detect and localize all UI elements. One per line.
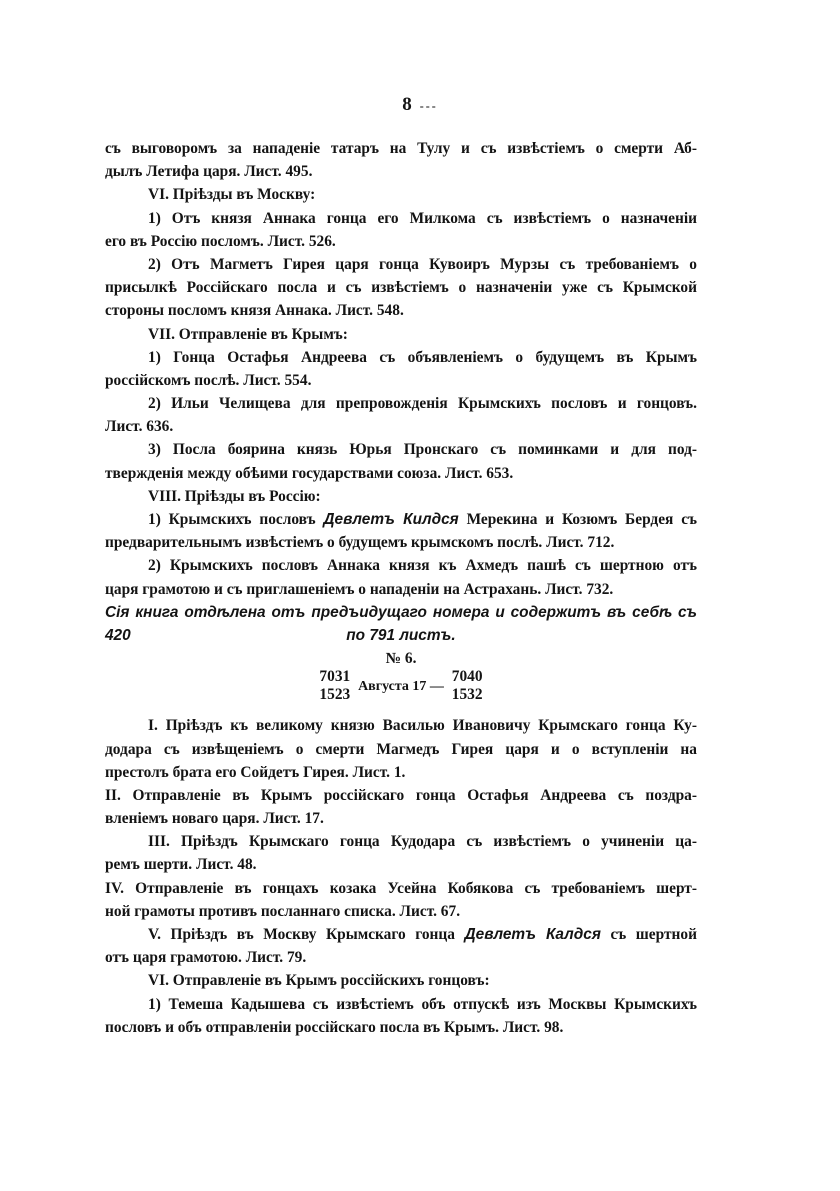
text-line: ной грамоты противъ посланнаго списка. Лист. 67. [105, 902, 461, 920]
page-number-dash: --- [419, 99, 438, 113]
text-line: 2) Отъ Магметъ Гирея царя гонца Кувоиръ Мурзы съ требованіемъ о [148, 255, 697, 273]
text-line: II. Отправленіе въ Крымъ россійскаго гонца Остафья Андреева съ поздра- [105, 786, 697, 804]
end-year-fraction [452, 668, 483, 704]
text-line: 1) Гонца Остафья Андреева съ объявленіемъ о будущемъ въ Крымъ [148, 348, 697, 366]
text-line: присылкѣ Россійскаго посла и съ извѣстіемъ о назначеніи уже съ Крымской [105, 279, 697, 297]
text-line: вленіемъ новаго царя. Лист. 17. [105, 810, 324, 828]
text-line: VIII. Пріѣзды въ Россію: [148, 487, 321, 505]
start-year-new: 1523 [319, 686, 351, 704]
text-segment: V. Пріѣздъ въ Москву Крымскаго гонца [148, 926, 465, 943]
date-range [105, 668, 697, 714]
text-line: престолъ брата его Сойдетъ Гирея. Лист. 1. [105, 763, 406, 781]
text-line: VI. Пріѣзды въ Москву: [148, 186, 316, 204]
text-line: I. Пріѣздъ къ великому князю Василью Ивановичу Крымскаго гонца Ку- [148, 717, 697, 735]
text-line [105, 508, 697, 531]
text-line: предварительнымъ извѣстіемъ о будущемъ крымскомъ послѣ. Лист. 712. [105, 534, 615, 552]
end-year-new: 1532 [451, 686, 483, 704]
date-middle: Августа 17 — [358, 678, 444, 694]
text-line: 1) Отъ князя Аннака гонца его Милкома съ извѣстіемъ о назначеніи [148, 209, 697, 227]
document-body [105, 137, 697, 1039]
text-segment: Мерекина и Козюмъ Бердея съ [466, 511, 698, 528]
start-year-old: 7031 [319, 668, 351, 686]
text-line: № 6. [385, 650, 417, 668]
italic-name: Девлетъ Калдся [464, 926, 601, 943]
text-line: додара съ извѣщеніемъ о смерти Магмедъ Гирея царя и о вступленіи на [105, 740, 697, 758]
text-line [105, 923, 697, 946]
text-line: 2) Ильи Челищева для препровожденія Крымскихъ пословъ и гонцовъ. [148, 395, 697, 413]
text-block-a [105, 137, 697, 670]
text-line: VI. Отправленіе въ Крымъ россійскихъ гонцовъ: [148, 972, 490, 990]
text-line: 2) Крымскихъ пословъ Аннака князя къ Ахмедъ пашѣ съ шертною отъ [148, 557, 697, 575]
text-line: царя грамотою и съ приглашеніемъ о нападеніи на Астрахань. Лист. 732. [105, 580, 614, 598]
text-line: IV. Отправленіе въ гонцахъ козака Усейна Кобякова съ требованіемъ шерт- [105, 879, 697, 897]
text-line: стороны посломъ князя Аннака. Лист. 548. [105, 302, 404, 320]
text-line: 1) Темеша Кадышева съ извѣстіемъ объ отпускѣ изъ Москвы Крымскихъ [148, 995, 697, 1013]
page-number-value: 8 [402, 94, 412, 115]
text-line: съ выговоромъ за нападеніе татаръ на Тулу и съ извѣстіемъ о смерти Аб- [105, 140, 697, 157]
italic-name: Девлетъ Килдся [323, 511, 459, 528]
text-line: ремъ шерти. Лист. 48. [105, 856, 257, 874]
text-line: отъ царя грамотою. Лист. 79. [105, 949, 307, 967]
text-line: VII. Отправленіе въ Крымъ: [148, 325, 348, 343]
text-line: его въ Россію посломъ. Лист. 526. [105, 232, 336, 250]
text-block-b [105, 714, 697, 1039]
text-segment: 1) Крымскихъ пословъ [148, 511, 324, 528]
text-line: III. Пріѣздъ Крымскаго гонца Кудодара съ извѣстіемъ о учиненіи ца- [148, 833, 697, 851]
start-year-fraction [319, 668, 350, 704]
text-line: по 791 листъ. [346, 626, 456, 644]
text-line: пословъ и объ отправленіи россійскаго посла въ Крымъ. Лист. 98. [105, 1018, 564, 1036]
text-line: Сія книга отдѣлена отъ предъидущаго номера и содержитъ въ себѣ съ 420 [105, 603, 697, 644]
text-line: 3) Посла боярина князь Юрья Пронскаго съ поминками и для под- [148, 441, 697, 459]
text-segment: съ шертной [610, 926, 697, 943]
text-line: дылъ Летифа царя. Лист. 495. [105, 163, 313, 181]
text-line: россійскомъ послѣ. Лист. 554. [105, 371, 312, 389]
end-year-old: 7040 [451, 668, 483, 686]
text-line: твержденія между обѣими государствами союза. Лист. 653. [105, 464, 514, 482]
page-number [0, 94, 840, 116]
text-line: Лист. 636. [105, 418, 174, 436]
